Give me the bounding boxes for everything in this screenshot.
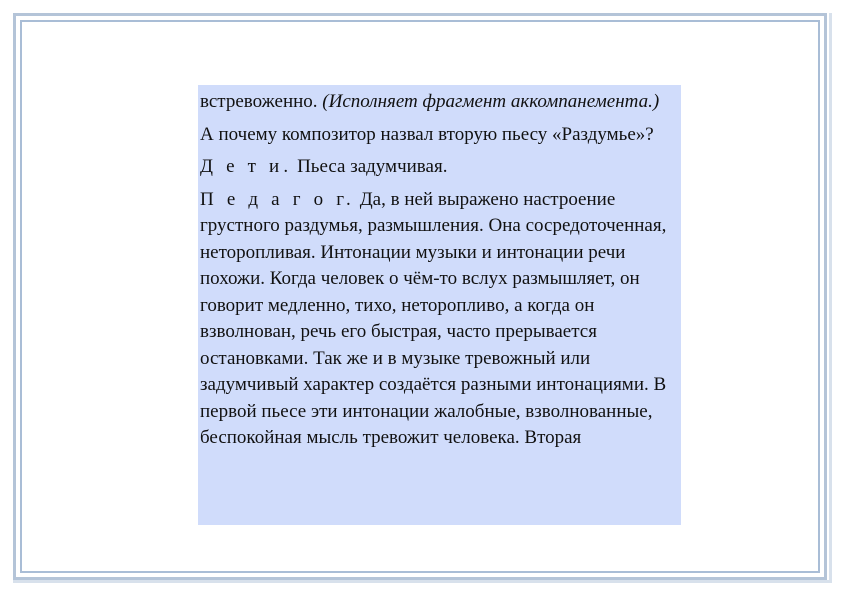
speaker-teacher: П е д а г о г.: [200, 188, 355, 210]
text-block: [198, 85, 681, 525]
slide-frame-shadow-bottom: [13, 580, 832, 583]
paragraph-2-text: А почему композитор назвал вторую пьесу «Раздумье»?: [200, 123, 654, 145]
stage-direction: (Исполняет фрагмент аккомпанемента.): [322, 91, 660, 112]
slide-frame-shadow-right: [829, 13, 832, 580]
paragraph-4: [200, 187, 679, 452]
speaker-children: Д е т и.: [200, 156, 293, 177]
paragraph-4-text: Да, в ней выражено настроение грустного раздумья, размышления. Она сосредоточенная, неторопливая. Интонации музыки и интонации речи похожи. Когда человек о чём-то вслух размышляет, он говорит медленно, тихо, неторопливо, а когда он взволнован, речь его быстрая, часто прерывается остановками. Так же и в музыке тревожный или задумчивый характер создаётся разными интонациями. В первой пьесе эти интонации жалобные, взволнованные, беспокойная мысль тревожит человека. Вторая: [200, 188, 667, 448]
paragraph-1: [200, 89, 679, 116]
paragraph-2: [200, 122, 679, 149]
paragraph-1-lead: встревоженно.: [200, 91, 318, 112]
paragraph-3-text: Пьеса задумчивая.: [297, 156, 448, 177]
paragraph-3: [200, 154, 679, 181]
